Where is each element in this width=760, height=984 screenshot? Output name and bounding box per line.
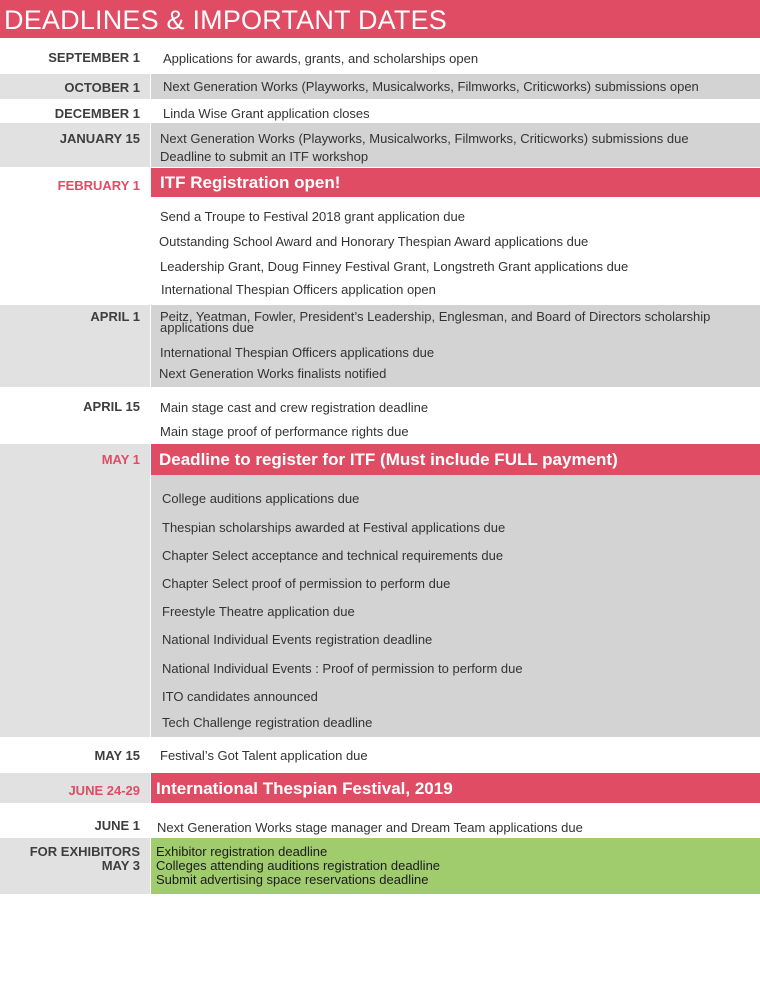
list-item: Main stage cast and crew registration deadline xyxy=(160,400,429,415)
list-item: International Thespian Officers application open xyxy=(161,282,436,297)
list-item: Main stage proof of performance rights due xyxy=(160,424,409,439)
list-item: National Individual Events registration deadline xyxy=(162,632,433,647)
list-item: Next Generation Works stage manager and Dream Team applications due xyxy=(157,820,583,835)
date-cell xyxy=(0,838,150,894)
highlight-banner: International Thespian Festival, 2019 xyxy=(151,773,760,803)
list-item: National Individual Events : Proof of permission to perform due xyxy=(162,661,523,676)
row-june-24-29 xyxy=(0,773,760,803)
list-item: Next Generation Works finalists notified xyxy=(159,366,387,381)
date-label-line2: MAY 3 xyxy=(101,858,140,873)
date-cell xyxy=(0,123,150,167)
page-title: DEADLINES & IMPORTANT DATES xyxy=(0,0,760,38)
list-item: International Thespian Officers applications due xyxy=(160,345,435,360)
row-february-1 xyxy=(0,168,760,304)
list-item: Next Generation Works (Playworks, Musicalworks, Filmworks, Criticworks) submissions due xyxy=(160,131,689,146)
highlight-banner: ITF Registration open! xyxy=(151,168,760,197)
date-cell xyxy=(0,773,150,803)
date-label: APRIL 1 xyxy=(90,309,140,324)
row-april-15 xyxy=(0,392,760,442)
date-label: MAY 15 xyxy=(94,748,140,763)
date-cell xyxy=(0,168,150,304)
list-item: Chapter Select acceptance and technical requirements due xyxy=(162,548,504,563)
date-label: FEBRUARY 1 xyxy=(57,178,140,193)
date-label: JANUARY 15 xyxy=(59,131,140,146)
list-item: ITO candidates announced xyxy=(162,689,318,704)
row-may-1 xyxy=(0,444,760,737)
date-label: SEPTEMBER 1 xyxy=(48,50,140,65)
date-cell xyxy=(0,43,150,71)
date-cell xyxy=(0,810,150,838)
row-for-exhibitors xyxy=(0,838,760,894)
list-item: Deadline to submit an ITF workshop xyxy=(160,149,369,164)
date-label: OCTOBER 1 xyxy=(64,80,140,95)
items-cell xyxy=(151,123,760,167)
list-item: Freestyle Theatre application due xyxy=(162,604,355,619)
date-cell xyxy=(0,740,150,770)
list-item: Submit advertising space reservations deadline xyxy=(156,872,429,887)
row-january-15 xyxy=(0,123,760,167)
date-label: JUNE 1 xyxy=(94,818,140,833)
list-item: Linda Wise Grant application closes xyxy=(163,106,370,121)
row-september-1 xyxy=(0,43,760,71)
list-item: Chapter Select proof of permission to perform due xyxy=(162,576,451,591)
list-item: Send a Troupe to Festival 2018 grant application due xyxy=(160,209,465,224)
list-item: Exhibitor registration deadline xyxy=(156,844,328,859)
list-item: Peitz, Yeatman, Fowler, President’s Leadership, Englesman, and Board of Directors scholarship applications due xyxy=(160,309,711,335)
items-cell xyxy=(151,392,760,442)
row-april-1 xyxy=(0,305,760,387)
list-item: Tech Challenge registration deadline xyxy=(162,715,373,730)
list-item: Thespian scholarships awarded at Festival applications due xyxy=(162,520,506,535)
exhibitor-items-cell xyxy=(151,838,760,894)
list-item: Next Generation Works (Playworks, Musicalworks, Filmworks, Criticworks) submissions open xyxy=(163,79,699,94)
date-label: DECEMBER 1 xyxy=(54,106,140,121)
date-cell xyxy=(0,74,150,99)
row-december-1 xyxy=(0,99,760,123)
items-cell xyxy=(151,810,760,838)
list-item: Applications for awards, grants, and scholarships open xyxy=(163,51,479,66)
list-item: College auditions applications due xyxy=(162,491,360,506)
date-cell xyxy=(0,444,150,737)
list-item: Outstanding School Award and Honorary Thespian Award applications due xyxy=(159,234,589,249)
row-june-1 xyxy=(0,810,760,838)
list-item: Festival’s Got Talent application due xyxy=(160,748,368,763)
date-cell xyxy=(0,305,150,387)
date-label: JUNE 24-29 xyxy=(68,783,140,798)
date-cell xyxy=(0,99,150,123)
date-label: MAY 1 xyxy=(101,452,140,467)
date-cell xyxy=(0,392,150,442)
row-may-15 xyxy=(0,740,760,770)
items-cell xyxy=(151,740,760,770)
items-cell xyxy=(151,305,760,387)
list-item: Colleges attending auditions registration deadline xyxy=(156,858,441,873)
row-october-1 xyxy=(0,74,760,99)
items-cell xyxy=(151,99,760,123)
date-label-line1: FOR EXHIBITORS xyxy=(29,844,140,859)
list-item: Leadership Grant, Doug Finney Festival Grant, Longstreth Grant applications due xyxy=(160,259,629,274)
items-cell xyxy=(151,74,760,99)
date-label: APRIL 15 xyxy=(83,399,140,414)
highlight-banner: Deadline to register for ITF (Must include FULL payment) xyxy=(151,444,760,475)
items-cell xyxy=(151,43,760,71)
